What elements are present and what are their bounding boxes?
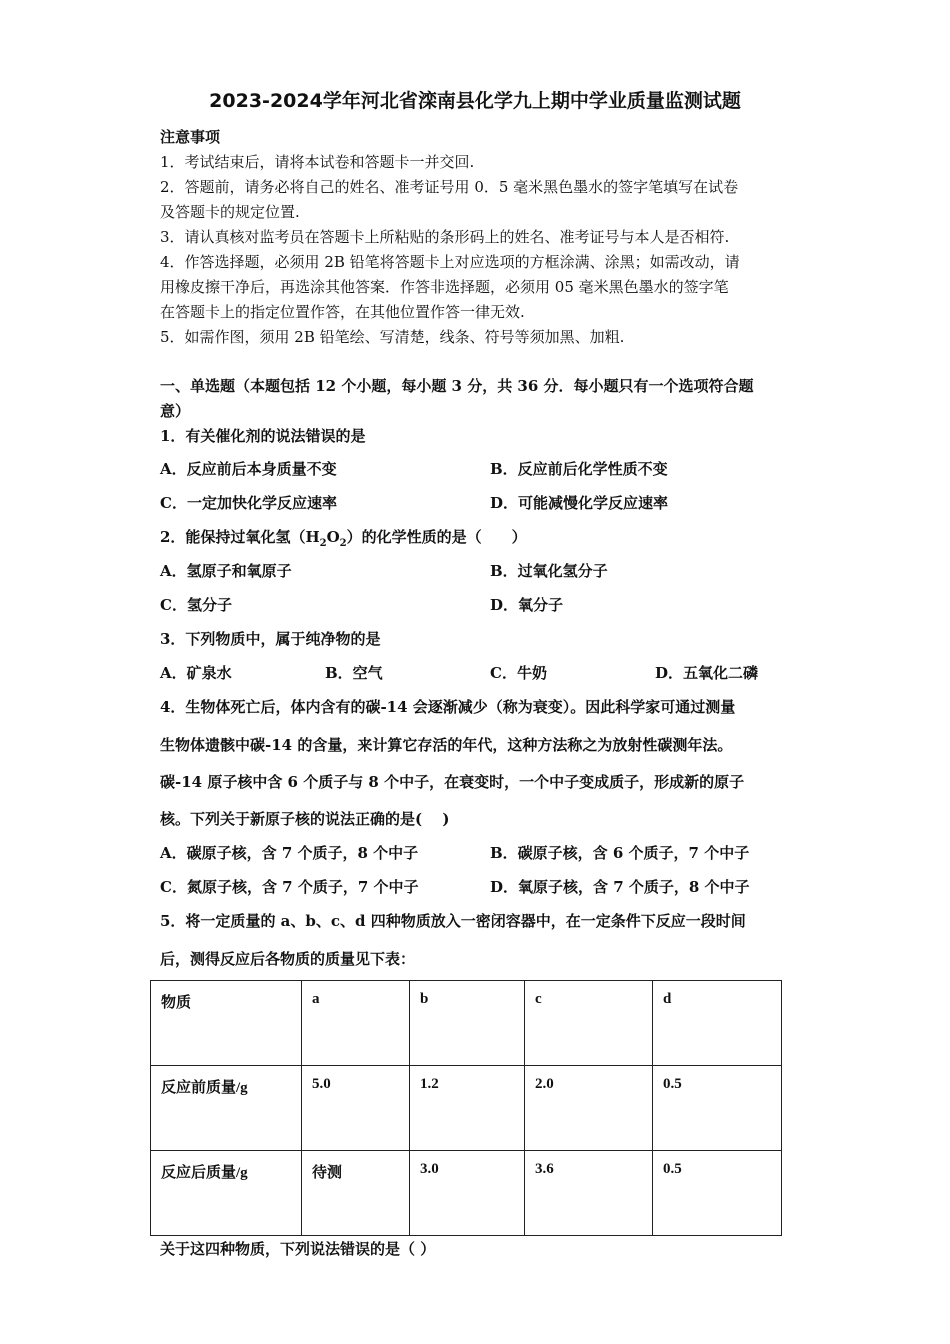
- question-5-followup: 关于这四种物质，下列说法错误的是（ ）: [160, 1240, 436, 1258]
- table-cell: 5.0: [302, 1066, 410, 1151]
- question-4-stem: 4．生物体死亡后，体内含有的碳-14 会逐渐减少（称为衰变）。因此科学家可通过测量: [160, 698, 736, 716]
- q2-option-a: A．氢原子和氧原子: [160, 562, 292, 580]
- notice-line: 在答题卡上的指定位置作答，在其他位置作答一律无效.: [160, 303, 525, 321]
- table-cell: d: [653, 981, 782, 1066]
- q3-option-c: C．牛奶: [490, 664, 547, 682]
- notice-line: 4．作答选择题，必须用 2B 铅笔将答题卡上对应选项的方框涂满、涂黑；如需改动，请: [160, 253, 740, 271]
- q2-option-b: B．过氧化氢分子: [490, 562, 608, 580]
- q4-option-c: C．氮原子核，含 7 个质子，7 个中子: [160, 878, 419, 896]
- question-4-stem: 核。下列关于新原子核的说法正确的是( ): [160, 810, 450, 828]
- q2-stem-text: ）的化学性质的是（ ）: [346, 528, 527, 546]
- question-3-stem: 3．下列物质中，属于纯净物的是: [160, 630, 381, 648]
- table-cell: 反应前质量/g: [151, 1066, 302, 1151]
- table-cell: a: [302, 981, 410, 1066]
- question-4-stem: 生物体遗骸中碳-14 的含量，来计算它存活的年代，这种方法称之为放射性碳测年法。: [160, 736, 733, 754]
- table-cell: 待测: [302, 1151, 410, 1236]
- section-heading-cont: 意）: [160, 402, 191, 420]
- table-cell: 3.0: [410, 1151, 525, 1236]
- table-cell: 反应后质量/g: [151, 1151, 302, 1236]
- notice-line: 用橡皮擦干净后，再选涂其他答案．作答非选择题，必须用 05 毫米黑色墨水的签字笔: [160, 278, 729, 296]
- table-cell: 1.2: [410, 1066, 525, 1151]
- q2-subscript: 2: [319, 538, 327, 549]
- notice-line: 3．请认真核对监考员在答题卡上所粘贴的条形码上的姓名、准考证号与本人是否相符.: [160, 228, 730, 246]
- question-2-stem: [160, 528, 527, 553]
- table-row: [151, 1066, 782, 1151]
- q4-option-a: A．碳原子核，含 7 个质子，8 个中子: [160, 844, 419, 862]
- question-5-stem: 后，测得反应后各物质的质量见下表：: [160, 950, 416, 968]
- q2-stem-text: O: [326, 528, 340, 546]
- question-5-stem: 5．将一定质量的 a、b、c、d 四种物质放入一密闭容器中，在一定条件下反应一段时间: [160, 912, 746, 930]
- notice-line: 2．答题前，请务必将自己的姓名、准考证号用 0．5 毫米黑色墨水的签字笔填写在试卷: [160, 178, 739, 196]
- table-cell: c: [525, 981, 653, 1066]
- q2-option-c: C．氢分子: [160, 596, 232, 614]
- question-1-stem: 1．有关催化剂的说法错误的是: [160, 427, 366, 445]
- table-cell: b: [410, 981, 525, 1066]
- q4-option-b: B．碳原子核，含 6 个质子，7 个中子: [490, 844, 750, 862]
- table-row: [151, 1151, 782, 1236]
- q2-stem-text: 2．能保持过氧化氢（H: [160, 528, 320, 546]
- table-cell: 物质: [151, 981, 302, 1066]
- notice-line: 5．如需作图，须用 2B 铅笔绘、写清楚，线条、符号等须加黑、加粗.: [160, 328, 625, 346]
- table-header-row: [151, 981, 782, 1066]
- q1-option-c: C．一定加快化学反应速率: [160, 494, 337, 512]
- page-title: 2023-2024学年河北省滦南县化学九上期中学业质量监测试题: [209, 90, 741, 112]
- q2-subscript: 2: [339, 538, 347, 549]
- q3-option-b: B．空气: [325, 664, 383, 682]
- section-heading: 一、单选题（本题包括 12 个小题，每小题 3 分，共 36 分．每小题只有一个选项符合题: [160, 377, 754, 395]
- mass-table: [150, 980, 782, 1236]
- notice-heading: 注意事项: [160, 128, 221, 146]
- table-cell: 0.5: [653, 1151, 782, 1236]
- notice-line: 1．考试结束后，请将本试卷和答题卡一并交回.: [160, 153, 475, 171]
- q1-option-b: B．反应前后化学性质不变: [490, 460, 668, 478]
- q1-option-d: D．可能减慢化学反应速率: [490, 494, 669, 512]
- table-cell: 2.0: [525, 1066, 653, 1151]
- q3-option-d: D．五氧化二磷: [655, 664, 759, 682]
- question-4-stem: 碳-14 原子核中含 6 个质子与 8 个中子，在衰变时，一个中子变成质子，形成新的原子: [160, 773, 745, 791]
- q2-option-d: D．氧分子: [490, 596, 564, 614]
- table-cell: 0.5: [653, 1066, 782, 1151]
- q4-option-d: D．氧原子核，含 7 个质子，8 个中子: [490, 878, 750, 896]
- q3-option-a: A．矿泉水: [160, 664, 232, 682]
- q1-option-a: A．反应前后本身质量不变: [160, 460, 337, 478]
- table-cell: 3.6: [525, 1151, 653, 1236]
- notice-line: 及答题卡的规定位置.: [160, 203, 300, 221]
